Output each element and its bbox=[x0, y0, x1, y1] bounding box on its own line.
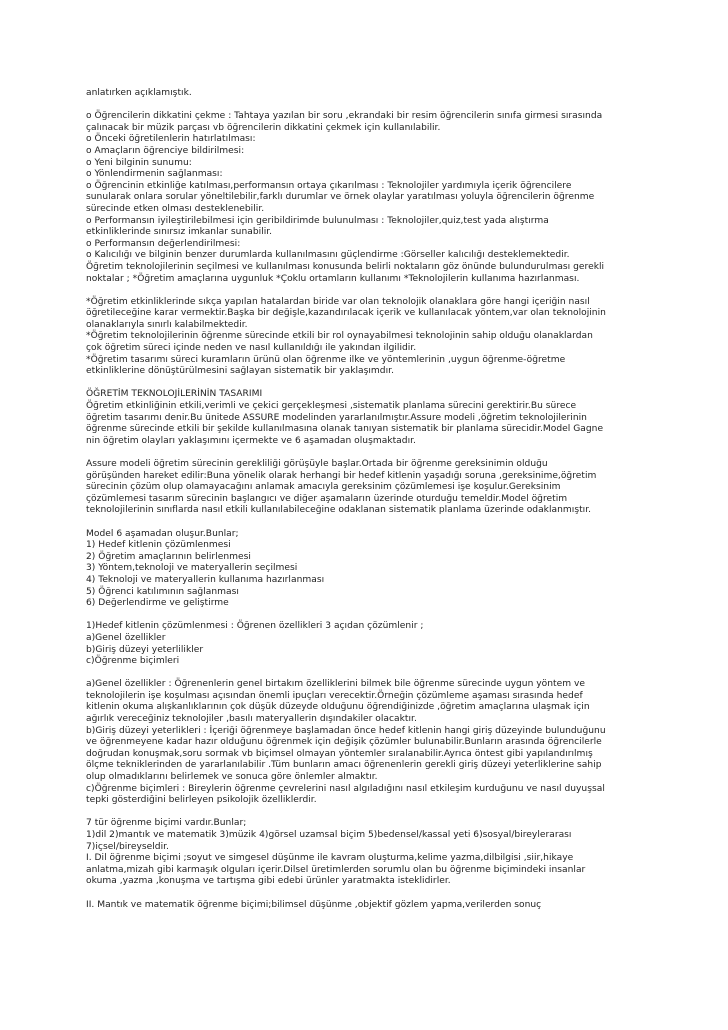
paragraph-gap bbox=[86, 100, 652, 112]
text-line: okuma ,yazma ,konuşma ve tartışma gibi edebi ürünler yaratmakta isteklidirler. bbox=[86, 876, 451, 887]
text-line: c)Öğrenme biçimleri : Bireylerin öğrenme çevrelerini nasıl algıladığını nasıl etkileşim kurduğunu ve nasıl duyuşsal bbox=[86, 783, 605, 794]
text-line: doğrudan konuşmak,soru sormak vb biçimsel olmayan yöntemler sıralanabilir.Ayrıca öntest gibi yapılandırılmış bbox=[86, 748, 593, 759]
paragraph bbox=[86, 900, 652, 912]
text-line: 1)dil 2)mantık ve matematik 3)müzik 4)görsel uzamsal biçim 5)bedensel/kassal yeti 6)sosyal/bireylerarası bbox=[86, 830, 572, 840]
text-line: 3) Yöntem,teknoloji ve materyallerin seçilmesi bbox=[86, 563, 298, 574]
text-line: 2) Öğretim amaçlarının belirlenmesi bbox=[86, 551, 251, 562]
paragraph-gap bbox=[86, 447, 652, 459]
paragraph-gap bbox=[86, 888, 652, 900]
text-line: Öğretim teknolojilerinin seçilmesi ve kullanılması konusunda belirli noktaların göz önünde bulundurulması gerekli bbox=[86, 261, 605, 272]
document-body bbox=[86, 88, 652, 911]
text-line: o Öğrencinin etkinliğe katılması,performansın ortaya çıkarılması : Teknolojiler yardımıyla içerik öğrencilere bbox=[86, 180, 572, 191]
text-line: öğretim tasarımı denir.Bu ünitede ASSURE modelinden yararlanılmıştır.Assure modeli ,öğretim teknolojilerinin bbox=[86, 412, 587, 423]
text-line: II. Mantık ve matematik öğrenme biçimi;bilimsel düşünme ,objektif gözlem yapma,verilerden sonuç bbox=[86, 899, 542, 910]
text-line: görüşünden hareket edilir:Buna yönelik olarak herhangi bir hedef kitlenin yaşadığı soruna ,gereksinime,öğretim bbox=[86, 470, 597, 481]
text-line: o Performansın iyileştirilebilmesi için geribildirimde bulunulması : Teknolojiler,quiz,test yada alıştırma bbox=[86, 215, 549, 226]
text-line: noktalar ; *Öğretim amaçlarına uygunluk *Çoklu ortamların kullanımı *Teknolojilerin kullanıma hazırlanması. bbox=[86, 273, 580, 284]
text-line: ölçme tekniklerinden de yararlanılabilir .Tüm bunların amacı öğrenenlerin gerekli giriş düzeyi yeterliklerine sahip bbox=[86, 760, 602, 771]
text-line: nin öğretim olayları yaklaşımını içermekte ve 6 aşamadan oluşmaktadır. bbox=[86, 435, 416, 446]
text-line: sürecinde etken olması desteklenebilir. bbox=[86, 203, 265, 214]
text-line: o Kalıcılığı ve bilginin benzer durumlarda kullanılmasını güçlendirme :Görseller kalıcılığı desteklemektedir. bbox=[86, 250, 570, 261]
text-line: teknolojilerinin sınıflarda nasıl etkili kullanılabileceğine odaklanan sistematik planlama üzerinde odaklanmıştır. bbox=[86, 505, 592, 516]
text-line: çok öğretim süreci içinde neden ve nasıl kullanıldığı ile yakından ilgilidir. bbox=[86, 343, 417, 354]
text-line: olup olmadıklarını belirlemek ve sonuca göre önlemler almaktır. bbox=[86, 772, 378, 783]
text-line: ve öğrenmeyene kadar hazır olduğunu öğrenmek için değişik çözümler bulunabilir.Bunların arasında öğrencilerle bbox=[86, 737, 602, 748]
text-line: öğretileceğine karar vermektir.Başka bir değişle,kazandırılacak içerik ve kullanılacak yöntem,var olan teknolojinin bbox=[86, 308, 606, 319]
text-line: çözümlemesi tasarım sürecinin başlangıcı ve diğer aşamaların üzerinde oturduğu temeldir.Model öğretim bbox=[86, 493, 568, 504]
paragraph bbox=[86, 88, 652, 100]
paragraph bbox=[86, 459, 652, 517]
text-line: o Performansın değerlendirilmesi: bbox=[86, 238, 241, 249]
text-line: Model 6 aşamadan oluşur.Bunlar; bbox=[86, 528, 239, 539]
text-line: öğrenme sürecinde etkili bir şekilde kullanılmasına olanak tanıyan sistematik bir planlama sürecidir.Model Gagne bbox=[86, 424, 604, 435]
text-line: a)Genel özellikler bbox=[86, 632, 166, 643]
text-line: Öğretim etkinliğinin etkili,verimli ve çekici gerçekleşmesi ,sistematik planlama sürecini gerektirir.Bu sürece bbox=[86, 401, 577, 412]
text-line: 1)Hedef kitlenin çözümlenmesi : Öğrenen özellikleri 3 açıdan çözümlenir ; bbox=[86, 621, 424, 632]
text-line: sürecinin çözüm olup olamayacağını anlamak amacıyla gereksinim çözümlemesi işe koşulur.Gereksinim bbox=[86, 482, 561, 493]
paragraph bbox=[86, 529, 652, 610]
text-line: b)Giriş düzeyi yeterlikleri : İçeriği öğrenmeye başlamadan önce hedef kitlenin hangi giriş düzeyinde bulunduğunu bbox=[86, 725, 606, 736]
text-line: *Öğretim tasarımı süreci kuramların ürünü olan öğrenme ilke ve yöntemlerinin ,uygun öğrenme-öğretme bbox=[86, 354, 566, 365]
paragraph-gap bbox=[86, 807, 652, 819]
text-line: *Öğretim teknolojilerinin öğrenme sürecinde etkili bir rol oynayabilmesi teknolojinin sahip olduğu olanaklardan bbox=[86, 331, 593, 342]
text-line: 7)içsel/bireyseldir. bbox=[86, 841, 169, 852]
paragraph-gap bbox=[86, 285, 652, 297]
text-line: anlatırken açıklamıştık. bbox=[86, 88, 192, 98]
text-line: I. Dil öğrenme biçimi ;soyut ve simgesel düşünme ile kavram oluşturma,kelime yazma,dilbilgisi ,siir,hikaye bbox=[86, 853, 574, 864]
text-line: tepki gösterdiğini belirleyen psikolojik özelliklerdir. bbox=[86, 795, 317, 806]
text-line: etkinliklerine dönüştürülmesini sağlayan sistematik bir yaklaşımdır. bbox=[86, 366, 394, 377]
text-line: b)Giriş düzeyi yeterlilikler bbox=[86, 644, 204, 655]
paragraph-gap bbox=[86, 610, 652, 622]
text-line: a)Genel özellikler : Öğrenenlerin genel birtakım özelliklerini bilmek bile öğrenme sürecinde uygun yöntem ve bbox=[86, 679, 586, 690]
text-line: etkinliklerinde sınırsız imkanlar sunabilir. bbox=[86, 227, 273, 238]
text-line: teknolojilerin işe koşulması açısından önemli ipuçları verecektir.Örneğin çözümleme aşaması sırasında hedef bbox=[86, 690, 583, 701]
paragraph bbox=[86, 679, 652, 807]
paragraph bbox=[86, 111, 652, 285]
paragraph-gap bbox=[86, 378, 652, 390]
text-line: *Öğretim etkinliklerinde sıkça yapılan hatalardan biride var olan teknolojik olanaklara göre hangi içeriğin nasıl bbox=[86, 296, 590, 307]
text-line: sunularak onlara sorular yöneltilebilir,farklı durumlar ve örnek olaylar yaratılması yoluyla öğrencilerin öğrenme bbox=[86, 192, 595, 203]
text-line: kitlenin okuma alışkanlıklarının çok düşük düzeyde olduğunu öğrendiğinizde ,öğretim amaçlarına ulaşmak için bbox=[86, 702, 590, 713]
paragraph bbox=[86, 297, 652, 378]
text-line: ağırlık vereceğiniz teknolojiler ,basılı materyallerin dışındakiler olacaktır. bbox=[86, 714, 417, 725]
text-line: Assure modeli öğretim sürecinin gerekliliği görüşüyle başlar.Ortada bir öğrenme gereksinimin olduğu bbox=[86, 459, 548, 469]
text-line: o Önceki öğretilenlerin hatırlatılması: bbox=[86, 134, 256, 145]
text-line: o Amaçların öğrenciye bildirilmesi: bbox=[86, 145, 245, 156]
paragraph bbox=[86, 621, 652, 667]
text-line: 1) Hedef kitlenin çözümlenmesi bbox=[86, 540, 231, 551]
text-line: anlatma,mizah gibi karmaşık olguları içerir.Dilsel üretimlerden sorumlu olan bu öğrenme biçimindeki insanlar bbox=[86, 864, 586, 875]
text-line: o Öğrencilerin dikkatini çekme : Tahtaya yazılan bir soru ,ekrandaki bir resim öğrencilerin sınıfa girmesi sırasında bbox=[86, 111, 603, 122]
text-line: olanaklarıyla sınırlı kalabilmektedir. bbox=[86, 319, 248, 330]
paragraph-gap bbox=[86, 668, 652, 680]
text-line: çalınacak bir müzik parçası vb öğrencilerin dikkatini çekmek için kullanılabilir. bbox=[86, 122, 441, 133]
paragraph bbox=[86, 818, 652, 888]
text-line: c)Öğrenme biçimleri bbox=[86, 656, 180, 667]
text-line: 6) Değerlendirme ve geliştirme bbox=[86, 598, 229, 609]
text-line: 7 tür öğrenme biçimi vardır.Bunlar; bbox=[86, 818, 247, 829]
text-line: 5) Öğrenci katılımının sağlanması bbox=[86, 586, 239, 597]
text-line: o Yönlendirmenin sağlanması: bbox=[86, 169, 223, 180]
paragraph-gap bbox=[86, 517, 652, 529]
text-line: ÖĞRETİM TEKNOLOJİLERİNİN TASARIMI bbox=[86, 389, 263, 400]
text-line: o Yeni bilginin sunumu: bbox=[86, 157, 192, 168]
paragraph bbox=[86, 389, 652, 447]
text-line: 4) Teknoloji ve materyallerin kullanıma hazırlanması bbox=[86, 574, 325, 585]
